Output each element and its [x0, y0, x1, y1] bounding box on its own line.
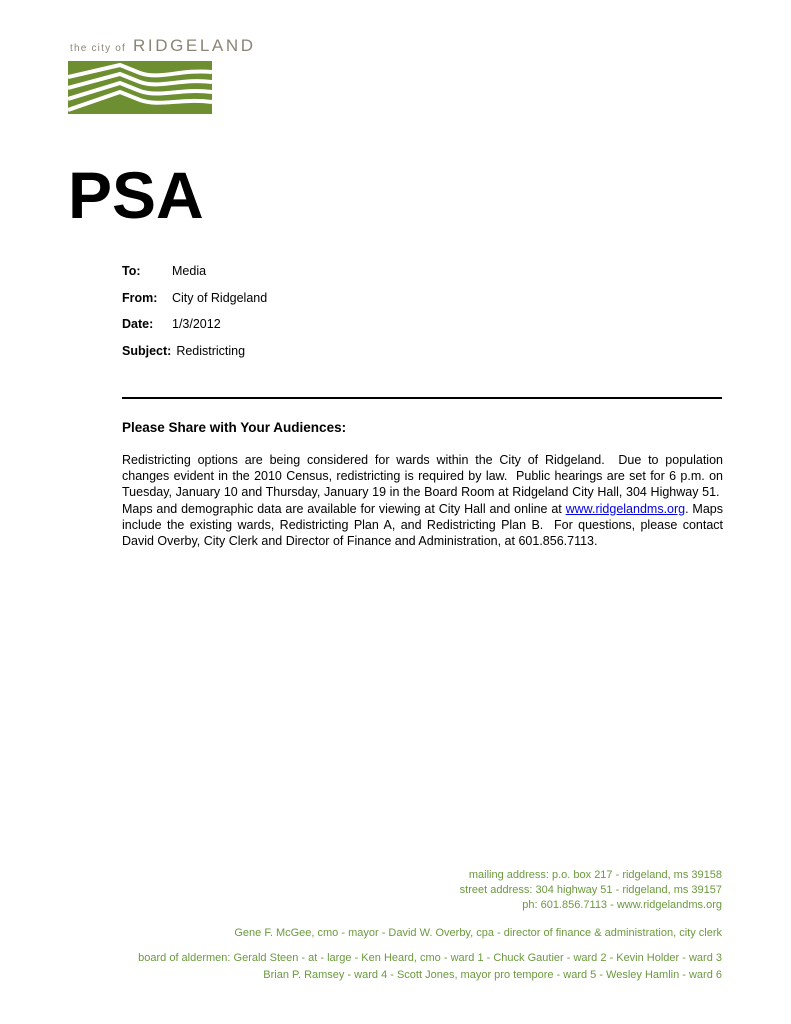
memo-to-value: Media [172, 264, 207, 278]
memo-subject-value: Redistricting [176, 343, 246, 358]
logo-name: RIDGELAND [133, 36, 256, 55]
logo-text [70, 36, 256, 56]
psa-title: PSA [68, 158, 204, 232]
memo-from-value: City of Ridgeland [172, 290, 268, 305]
footer-officials: Gene F. McGee, cmo - mayor - David W. Overby, cpa - director of finance & administration, city clerk [234, 927, 722, 939]
memo-date-value: 1/3/2012 [172, 317, 221, 331]
memo-row-to [122, 264, 267, 278]
memo-date-label: Date: [122, 317, 154, 331]
footer-aldermen-block [69, 950, 722, 983]
footer [69, 868, 722, 983]
share-heading: Please Share with Your Audiences: [122, 420, 347, 435]
ridgelandms-link[interactable]: www.ridgelandms.org [565, 501, 686, 516]
footer-aldermen-line-2: Brian P. Ramsey - ward 4 - Scott Jones, mayor pro tempore - ward 5 - Wesley Hamlin - ward 6 [263, 968, 722, 981]
memo-row-from [122, 291, 267, 305]
paragraph-text-after-link: . Maps include the existing wards, Redistricting Plan A, and Redistricting Plan B. For questions, please contact David Overby, City Clerk and Director of Finance and Administration, at 601.856.7113. [122, 501, 723, 549]
footer-address-block [69, 868, 722, 913]
logo-tagline: the city of [70, 43, 126, 54]
memo-header [122, 264, 267, 370]
memo-to-label: To: [122, 264, 141, 278]
footer-mailing-address: mailing address: p.o. box 217 - ridgeland, ms 39158 [468, 869, 722, 881]
city-logo [68, 36, 256, 114]
footer-phone-web: ph: 601.856.7113 - www.ridgelandms.org [522, 899, 722, 911]
footer-street-address: street address: 304 highway 51 - ridgeland, ms 39157 [459, 884, 722, 896]
memo-row-date [122, 317, 267, 331]
footer-aldermen-line-1: board of aldermen: Gerald Steen - at - large - Ken Heard, cmo - ward 1 - Chuck Gautier - ward 2 - Kevin Holder - ward 3 [138, 952, 722, 964]
paragraph-text-before-link: Redistricting options are being considered for wards within the City of Ridgeland. Due to population changes evident in the 2010 Census, redistricting is required by law. Public hearings are set for 6 p.m. on Tuesday, January 10 and Thursday, January 19 in the Board Room at Ridgeland City Hall, 304 Highway 51. Maps and demographic data are available for viewing at City Hall and online at [122, 453, 723, 516]
memo-subject-label: Subject: [122, 343, 172, 358]
memo-row-subject [122, 344, 267, 358]
body-paragraph [122, 452, 723, 549]
memo-from-label: From: [122, 290, 158, 305]
divider-rule [122, 397, 722, 399]
logo-waves-icon [68, 61, 256, 114]
